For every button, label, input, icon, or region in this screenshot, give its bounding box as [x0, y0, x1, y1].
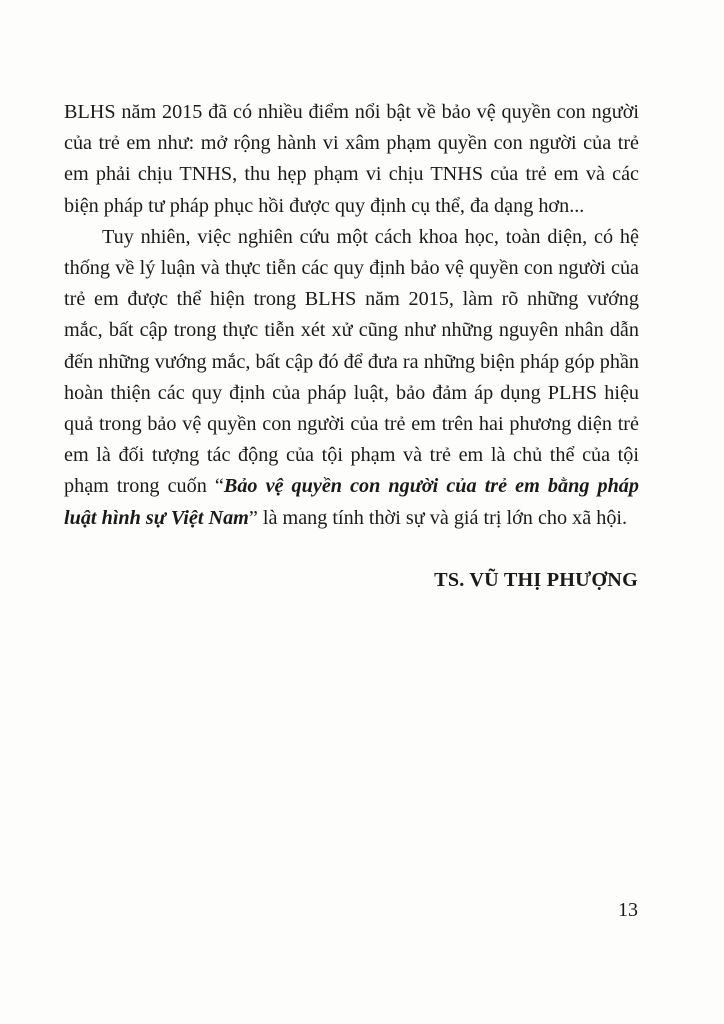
body-text: [64, 97, 639, 534]
author-signature: TS. VŨ THỊ PHƯỢNG: [434, 569, 638, 591]
book-title: Bảo vệ quyền con người của trẻ em bằng pháp luật hình sự Việt Nam: [64, 475, 639, 529]
paragraph-1: BLHS năm 2015 đã có nhiều điểm nổi bật về bảo vệ quyền con người của trẻ em như: mở rộng hành vi xâm phạm quyền con người của trẻ em phải chịu TNHS, thu hẹp phạm vi chịu TNHS của trẻ em và các biện pháp tư pháp phục hồi được quy định cụ thể, đa dạng hơn...: [64, 101, 639, 217]
paragraph-2: [64, 222, 639, 534]
paragraph-2-outro: ” là mang tính thời sự và giá trị lớn cho xã hội.: [248, 506, 628, 529]
paragraph-2-intro: Tuy nhiên, việc nghiên cứu một cách khoa học, toàn diện, có hệ thống về lý luận và thực tiễn các quy định bảo vệ quyền con người của trẻ em được thể hiện trong BLHS năm 2015, làm rõ những vướng mắc, bất cập trong thực tiễn xét xử cũng như những nguyên nhân dẫn đến những vướng mắc, bất cập đó để đưa ra những biện pháp góp phần hoàn thiện các quy định của pháp luật, bảo đảm áp dụng PLHS hiệu quả trong bảo vệ quyền con người của trẻ em trên hai phương diện trẻ em là đối tượng tác động của tội phạm và trẻ em là chủ thể của tội phạm trong cuốn “: [64, 225, 639, 498]
page-number: 13: [618, 899, 638, 921]
